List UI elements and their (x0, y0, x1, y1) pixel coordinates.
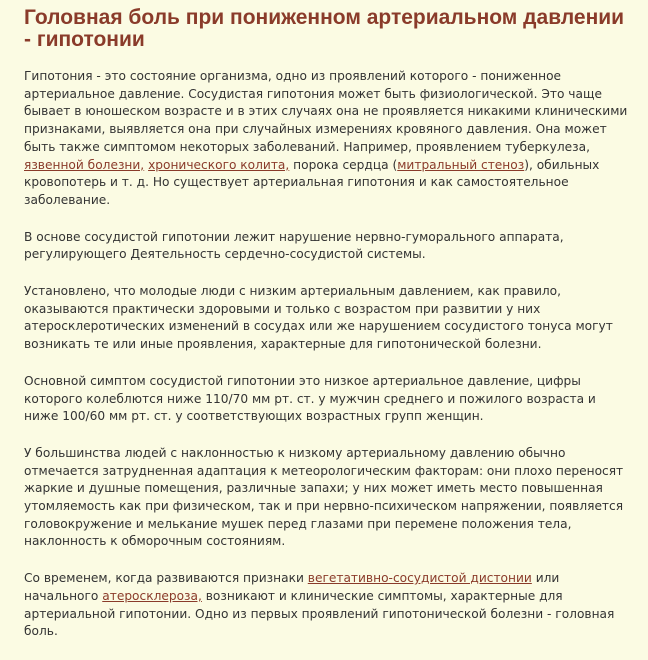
paragraph-text: Со временем, когда развиваются признаки (24, 571, 308, 586)
link-atherosclerosis[interactable]: атеросклероза, (102, 588, 202, 603)
link-peptic-ulcer[interactable]: язвенной болезни, (24, 157, 145, 172)
paragraph-young-people: Установлено, что молодые люди с низким артериальным давлением, как правило, оказываются практически здоровыми и только с возрастом при развитии у них атеросклеротических изменений в сосудах или же нарушением сосудистого тонуса могут возникать те или иные проявления, характерные для гипотонической болезни. (24, 284, 613, 352)
paragraph-text: или начального (24, 571, 560, 603)
paragraph-hypotension-definition (24, 68, 630, 210)
article-body (24, 68, 630, 660)
link-chronic-colitis[interactable]: хронического колита, (148, 157, 290, 172)
link-vegetative-dystonia[interactable]: вегетативно-сосудистой дистонии (307, 571, 532, 586)
paragraph-text: Гипотония - это состояние организма, одно из проявлений которого - пониженное артериальное давление. Сосудистая гипотония может быть физиологической. Это чаще бывает в юношеском возрасте и в этих случаях она не проявляется никакими клиническими признаками, выявляется она при случайных измерениях кровяного давления. Она может быть также симптомом некоторых заболеваний. Например, проявлением туберкулеза, (24, 69, 628, 154)
paragraph-main-symptom: Основной симптом сосудистой гипотонии это низкое артериальное давление, цифры которого колеблются ниже 110/70 мм рт. ст. у мужчин среднего и пожилого возраста и ниже 100/60 мм рт. ст. у соответствующих возрастных групп женщин. (24, 373, 596, 424)
paragraph-text: возникают и клинические симптомы, характерные для артериальной гипотонии. Одно из первых проявлений гипотонической болезни - головная боль. (24, 588, 615, 639)
paragraph-adaptation: У большинства людей с наклонностью к низкому артериальному давлению обычно отмечается затрудненная адаптация к метеорологическим факторам: они плохо переносят жаркие и душные помещения, различные запахи; у них может иметь место повышенная утомляемость как при физическом, так и при нервно-психическом напряжении, появляется головокружение и мелькание мушек перед глазами при перемене положения тела, наклонность к обморочным состояниям. (24, 445, 624, 549)
paragraph-headache (24, 570, 630, 641)
link-mitral-stenosis[interactable]: митральный стеноз (397, 157, 525, 172)
paragraph-basis: В основе сосудистой гипотонии лежит нарушение нервно-гуморального аппарата, регулирующего Деятельность сердечно-сосудистой системы. (24, 229, 564, 262)
paragraph-text: порока сердца ( (289, 157, 398, 172)
article-title: Головная боль при пониженном артериальном давлении - гипотонии (24, 6, 625, 51)
paragraph-text: ), обильных кровопотерь и т. д. Но существует артериальная гипотония и как самостоятельное заболевание. (24, 157, 600, 207)
